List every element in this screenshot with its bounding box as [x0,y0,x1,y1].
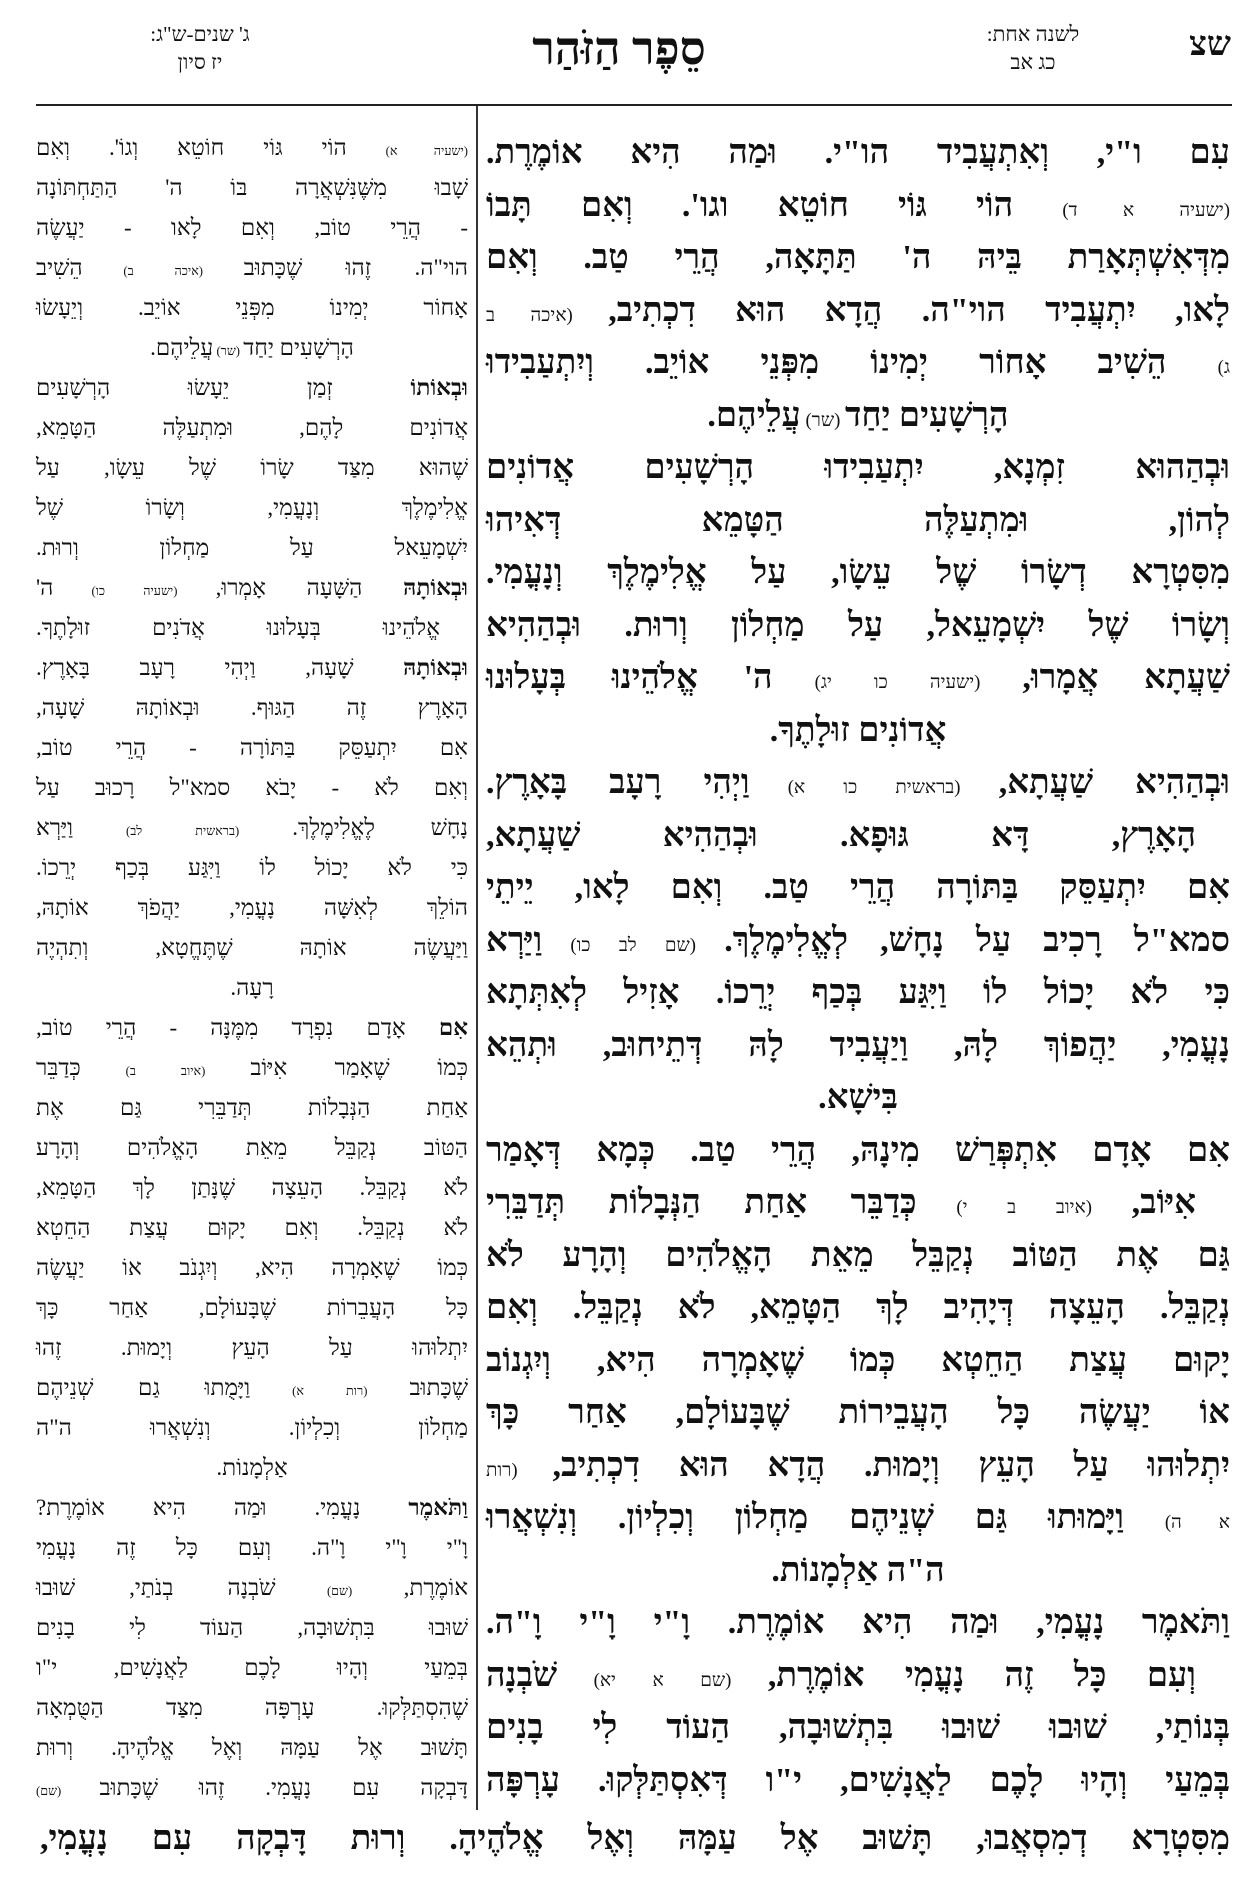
text-segment: הוי"ה. זֶהוּ שֶׁכָּתוּב [243,255,469,280]
text-line [36,1648,468,1688]
text-line [486,1387,1230,1440]
text-segment: שַׁעֲתָא אֲמָרוּ, [1022,659,1230,696]
text-segment: וַיָּמוּתוּ גַּם שְׁנֵיהֶם מַחְלוֹן וְכִלְיוֹן. וְנִשְׁאֲרוּ [486,1499,1165,1536]
text-segment: וַיְהִי רָעָב בָּאָרֶץ. [486,764,750,801]
text-line [36,1168,468,1208]
text-segment: כְּדַבֵּר [36,1055,81,1080]
text-segment: אֲדוֹנִים זוּלָתֶךָ. [769,711,947,749]
text-segment: לָאו, יִתְעֲבִיד הוי"ה. הֲדָא הוּא דִכְתִיב, [608,291,1230,329]
text-line [486,1597,1230,1650]
verse-reference: (ישעיה כו יג) [772,672,1023,693]
text-segment: בִּישָׁא. [818,1079,898,1116]
text-line [486,1702,1230,1755]
text-segment: וַיַּרְא [36,815,74,840]
text-segment: תָּשׁוּב אֶל עַמָּהּ וְאֶל אֱלֹהֶיהָ. וְרוּת [36,1735,468,1760]
text-line [36,728,468,768]
text-line [36,1688,468,1728]
text-line [36,568,468,608]
text-line [486,1177,1230,1230]
verse-reference: (איכה ב [486,304,609,326]
text-line [36,1288,468,1328]
verse-reference: (רות [486,1459,553,1481]
text-line [486,1335,1230,1388]
verse-reference: (בראשית לב) [73,824,293,838]
text-segment: אָדָם נִפְרָד מִמֶּנָּה - הֲרֵי טוֹב, [36,1015,439,1040]
text-segment: אֱלֹהֵינוּ בְּעָלוּנוּ אֲדֹנִים זוּלָתֶךָ. [36,615,440,640]
header-note-right [963,20,1103,76]
text-line [36,1048,468,1088]
text-line [36,648,468,688]
verse-reference: (שם א יא) [557,1669,768,1691]
text-segment: עִם ו"י, וְאִתְעֲבִיד הו"י. וּמַה הִיא אוֹמֶרֶת. [486,134,1230,171]
bottom-text-line: מִסִּטְרָא דְמִסְאֲבוּ, תָּשׁוּב אֶל עַמָּהּ וְאֶל אֱלֹהֶיהָ. וְרוּת דָּבְקָה עִם נָעֳמִי, [40,1820,1230,1857]
text-line [36,1528,468,1568]
text-segment: גַּם אֶת הַטּוֹב נְקַבֵּל מֵאֵת הָאֱלֹהִים וְהָרָע לֹא [486,1236,1230,1274]
text-segment: עֲלֵיהֶם. [150,335,214,360]
verse-reference: (שם) [36,1784,100,1798]
text-line [486,967,1230,1020]
text-line [36,968,468,1008]
text-segment: נָחָשׁ לֶאֱלִימֶלֶךְ. [292,815,469,840]
text-line [486,810,1230,863]
text-line [36,1088,468,1128]
text-line [36,1008,468,1048]
text-segment: נְקַבֵּל. הָעֵצָה דְּיָהִיב לָךְ הַטָּמֵא, לֹא נְקַבֵּל. וְאִם [486,1289,1230,1326]
text-line [36,368,468,408]
book-title: סֵפֶר הַזֹּהַר [532,23,706,74]
text-line [36,608,468,648]
text-segment: אוֹמֶרֶת, [403,1575,469,1600]
verse-reference: (איוב ב) [80,1064,251,1078]
text-segment: שֹׁבְנָה בְנֹתַי, שׁוּבוּ [36,1575,276,1600]
text-segment: אַחַת הַנְּבָלוֹת תְּדַבֵּרִי גַּם אֶת [36,1095,468,1120]
verse-reference: (איוב ב י) [916,1197,1132,1218]
text-segment: כִּי לֹא יָכוֹל לוֹ וַיִּגַּע בְּכַף יְרֵכוֹ. [36,855,468,880]
text-segment: בְּנוֹתַי, שׁוּבוּ שׁוּבוּ בִּתְשׁוּבָה, הַעוֹד לִי בָנִים [486,1709,1230,1746]
text-line [486,1125,1230,1178]
text-line [486,495,1230,548]
text-segment: שֹׁבְנָה [486,1656,558,1694]
text-line [486,1650,1230,1703]
verse-reference: (שר) [213,344,244,358]
text-segment: וְשָׂרוֹ שֶׁל יִשְׁמָעֵאל, עַל מַחְלוֹן וְרוּת. וּבְהַהִיא [486,606,1230,644]
text-segment: מַחְלוֹן וְכִלְיוֹן. וְנִשְׁאֲרוּ ה"ה [36,1415,468,1440]
verse-reference: (שם) [275,1584,404,1598]
text-line [486,600,1230,653]
text-segment: יִתְלוּהוּ עַל הָעֵץ וְיָמוּת. זֶהוּ [36,1335,468,1360]
text-segment: מִדְּאִשְׁתְּאָרַת בֵּיהּ ה' תַּתָּאָה, הֲרֵי טַב. וְאִם [486,239,1230,276]
text-segment: שֶׁכָּתוּב [409,1375,468,1400]
text-line [36,1128,468,1168]
text-line [486,127,1230,180]
text-segment: נָעֳמִי, יַהֲפוֹךְ לָהּ, וַיַעֲבִיד לָהּ דְּתֵיחוּב, וּתְהֵא [486,1026,1230,1064]
text-segment: דָּבְקָה עִם נָעֳמִי. זֶהוּ שֶׁכָּתוּב [99,1775,468,1800]
text-line [36,688,468,728]
text-segment: שָׁבוּ מִשֶּׁנִּשְׁאֲרָה בּוֹ ה' הַתַּחְתּוֹנָה [36,175,468,200]
text-line [486,180,1230,233]
text-segment: כְּדַבֵּר אַחַת הַנְּבָלוֹת תְּדַבֵּרִי [486,1184,917,1221]
text-segment: אֲדוֹנִים לָהֶם, וּמִתְעַלֶּה הַטָּמֵא, [36,415,468,440]
reading-schedule-label: לשנה אחת: [986,22,1080,46]
text-line [36,1768,468,1808]
text-segment: יָקוּם עֲצַת הַחֵטְא כְּמוֹ שֶׁאָמְרָה הִיא, וְיִגְנוֹב [486,1341,1230,1379]
text-segment: שֶׁהִסְתַּלְּקוּ. עָרְפָּה מִצַּד הַטֻּמְאָה [36,1695,468,1720]
text-line [36,1368,468,1408]
text-segment: אוֹ יַעֲשֶׂה כָּל הָעֲבֵירוֹת שֶׁבָּעוֹלָם, אַחַר כָּךְ [486,1394,1230,1431]
verse-reference: (ישעיה כו) [53,584,216,598]
text-line [36,808,468,848]
text-line [486,442,1230,495]
text-line [36,448,468,488]
text-segment: הֵשִׁיב אָחוֹר יְמִינוֹ מִפְּנֵי אוֹיֵב. וְיִתְעַבִידוּ [486,344,1218,381]
reading-schedule-label: ג' שנים-ש"ג: [150,22,250,46]
main-text-column [486,127,1230,1807]
verse-reference: (בראשית כו א) [749,777,999,798]
verse-reference: (איכה ב) [82,264,244,278]
text-segment: הֵשִׁיב [36,255,83,280]
text-segment: אַלְמָנוֹת. [216,1455,288,1480]
verse-reference: ג) [1217,357,1230,378]
text-line [36,1248,468,1288]
verse-reference: (שר) [800,409,845,431]
text-line [486,1282,1230,1335]
text-line [486,1230,1230,1283]
text-line [486,862,1230,915]
text-line [36,1208,468,1248]
verse-reference: (רות א) [250,1384,410,1398]
text-segment: בְּמֵעַי וְהָיוּ לָכֶם לַאֲנָשִׁים, י"ו דְּאִסְתַּלְּקוּ. עָרְפָּה [486,1761,1230,1799]
text-line [486,390,1230,443]
text-segment: הַטּוֹב נְקַבֵּל מֵאֵת הָאֱלֹהִים וְהָרָע [36,1135,468,1160]
text-segment: כְּמוֹ שֶׁאָמַר אִיּוֹב [250,1055,468,1080]
text-line [486,705,1230,758]
text-segment: כְּמוֹ שֶׁאָמְרָה הִיא, וְיִגְנֹב אוֹ יַעֲשֶׂה [36,1255,468,1280]
verse-reference: א ה) [1164,1512,1231,1533]
text-segment: מִסִּטְרָא דְשָׂרוֹ שֶׁל עֵשָׂו, עַל אֱלִימֶלֶךְ וְנָעֳמִי. [486,554,1230,591]
text-segment: לֹא נְקַבֵּל. הָעֵצָה שֶׁנָּתַן לָךְ הַטָּמֵא, [36,1175,468,1200]
text-line [36,1608,468,1648]
text-line [36,328,468,368]
text-line [486,1545,1230,1598]
text-line [36,928,468,968]
reading-date: כג אב [1010,50,1056,74]
text-segment: הָאָרֶץ זֶה הַגּוּף. וּבְאוֹתָהּ שָׁעָה, [36,695,468,720]
text-line [486,1492,1230,1545]
text-line [486,337,1230,390]
text-line [36,1728,468,1768]
text-segment: שֶׁהוּא מִצַּד שָׂרוֹ שֶׁל עֵשָׂו, עַל [36,455,468,480]
text-segment: וַתֹּאמֶר נָעֳמִי, וּמַה הִיא אוֹמֶרֶת. וָ"י וָ"י וָ"ה. [486,1604,1230,1641]
translation-column [36,128,468,1808]
verse-reference: (שם לב כו) [542,934,725,956]
text-segment: הָרְשָׁעִים יַחַד [243,335,354,360]
paragraph-opener: וּבְאוֹתוֹ [410,375,468,400]
text-segment: וְאִם לֹא - יָבֹא סמא"ל רָכוּב עַל [36,775,468,800]
text-segment: נָעֳמִי. וּמַה הִיא אוֹמֶרֶת? [36,1495,409,1520]
text-line [36,408,468,448]
paragraph-opener: וּבְאוֹתָהּ [403,655,468,680]
page-number: שצ [1189,26,1231,63]
text-line [36,488,468,528]
text-segment: וּבְהַהוּא זִמְנָא, יִתְעַבִידוּ הָרְשָׁעִים אֲדוֹנִים [486,449,1230,486]
text-line [486,1440,1230,1493]
text-line [486,652,1230,705]
text-segment: וַיָּמֻתוּ גַם שְׁנֵיהֶם [36,1375,251,1400]
text-segment: לֹא נְקַבֵּל. וְאִם יָקוּם עֲצַת הַחֵטְא [36,1215,468,1240]
text-segment: אִם אָדָם אִתְפְּרַשׁ מִינָהּ, הֲרֵי טַב. כְּמָא דְּאָמַר [486,1131,1230,1169]
header-note-left [125,20,275,76]
text-line [36,848,468,888]
text-segment: הוֹי גּוֹי חוֹטֵא וְגוֹ'. וְאִם [36,135,386,160]
paragraph-opener: וּבְאוֹתָהּ [403,575,468,600]
text-segment: שׁוּבוּ בִּתְשׁוּבָה, הַעוֹד לִי בָנִים [36,1615,468,1640]
text-segment: שָׁעָה, וַיְהִי רָעָב בָּאָרֶץ. [36,655,404,680]
text-segment: אִם יִתְעַסֵּק בַּתּוֹרָה - הֲרֵי טוֹב, [36,735,468,760]
column-divider [476,106,478,1810]
header-rule [36,104,1232,106]
text-line [36,208,468,248]
text-segment: הוֹי גּוֹי חוֹטֵא וגו'. וְאִם תָּבוֹ [486,186,1063,224]
text-segment: - הֲרֵי טוֹב, וְאִם לָאו - יַעֲשֶׂה [36,215,468,240]
text-line [486,1020,1230,1073]
text-segment: הוֹלֵךְ לְאִשָּׁה נָעֳמִי, יַהֲפֹךְ אוֹתָהּ, [36,895,468,920]
text-segment: ה"ה אַלְמָנוֹת. [771,1551,945,1589]
text-line [486,1755,1230,1808]
verse-reference: (ישעיה א ד) [1062,199,1230,221]
text-line [36,168,468,208]
text-line [36,1448,468,1488]
text-line [36,888,468,928]
text-segment: וַיַּעֲשֶׂה אוֹתָהּ שֶׁתֶּחֱטָא, וְתִהְיֶה [36,935,468,960]
text-segment: יִשְׁמָעֵאל עַל מַחְלוֹן וְרוּת. [36,535,468,560]
paragraph-opener: אִם [438,1015,468,1040]
text-line [36,1568,468,1608]
text-segment: לְהוֹן, וּמִתְעַלֶּה הַטָּמֵא דְּאִיהוּ [486,501,1230,539]
text-line [486,285,1230,338]
text-line [36,768,468,808]
text-line [486,1072,1230,1125]
text-line [36,1488,468,1528]
text-line [36,288,468,328]
text-line [36,248,468,288]
text-line [36,1408,468,1448]
text-segment: כִּי לֹא יָכוֹל לוֹ וַיִּגַּע בְּכַף יְרֵכוֹ. אָזִיל לְאִתְּתָא [486,974,1230,1011]
text-segment: הַשָּׁעָה אָמְרוּ, [215,575,404,600]
text-segment: ה' [36,575,54,600]
text-segment: הָאָרֶץ, דָּא גּוּפָא. וּבְהַהִיא שַׁעֲתָא, [486,816,1196,854]
text-line [36,128,468,168]
text-segment: אִם יִתְעַסֵּק בַּתּוֹרָה הֲרֵי טַב. וְאִם לָאו, יֵיתֵי [486,869,1230,906]
text-segment: הָרְשָׁעִים יַחַד [844,396,1009,434]
text-segment: וַיַּרְא [486,921,543,959]
text-segment: כָּל הָעֲבֵרוֹת שֶׁבָּעוֹלָם, אַחַר כָּךְ [36,1295,468,1320]
text-segment: רָעָה. [230,975,274,1000]
reading-date: יז סיון [177,50,223,74]
paragraph-opener: וַתֹּאמֶר [408,1495,468,1520]
text-segment: אִיּוֹב, [1131,1184,1196,1221]
text-line [486,232,1230,285]
text-line [36,1328,468,1368]
text-segment: זְמַן יֵעָשׂוּ הָרְשָׁעִים [36,375,411,400]
text-segment: וּבְהַהִיא שַׁעֲתָא, [998,764,1231,801]
text-segment: אָחוֹר יְמִינוֹ מִפְּנֵי אוֹיֵב. וְיֵעָשׂוּ [36,295,468,320]
text-line [36,528,468,568]
text-segment: סמא"ל רָכִיב עַל נָחָשׁ, לְאֱלִימֶלֶךְ. [724,921,1230,959]
text-segment: עֲלֵיהֶם. [707,396,801,434]
text-segment: וְעִם כָּל זֶה נָעֳמִי אוֹמֶרֶת, [767,1656,1196,1694]
text-segment: וָ"י וָ"י וָ"ה. וְעִם כָּל זֶה נָעֳמִי [36,1535,468,1560]
text-segment: אֱלִימֶלֶךְ וְנָעֳמִי, וְשָׂרוֹ שֶׁל [36,495,468,520]
text-segment: ה' אֱלֹהֵינוּ בְּעָלוּנוּ [486,659,773,696]
text-line [486,757,1230,810]
text-line [486,547,1230,600]
text-segment: בְּמֵעַי וְהָיוּ לָכֶם לַאֲנָשִׁים, י"ו [36,1655,468,1680]
text-line [486,915,1230,968]
text-segment: יִתְלוּהוּ עַל הָעֵץ וְיָמוּת. הֲדָא הוּא דִכְתִיב, [552,1446,1230,1484]
verse-reference: (ישעיה א) [385,144,468,158]
